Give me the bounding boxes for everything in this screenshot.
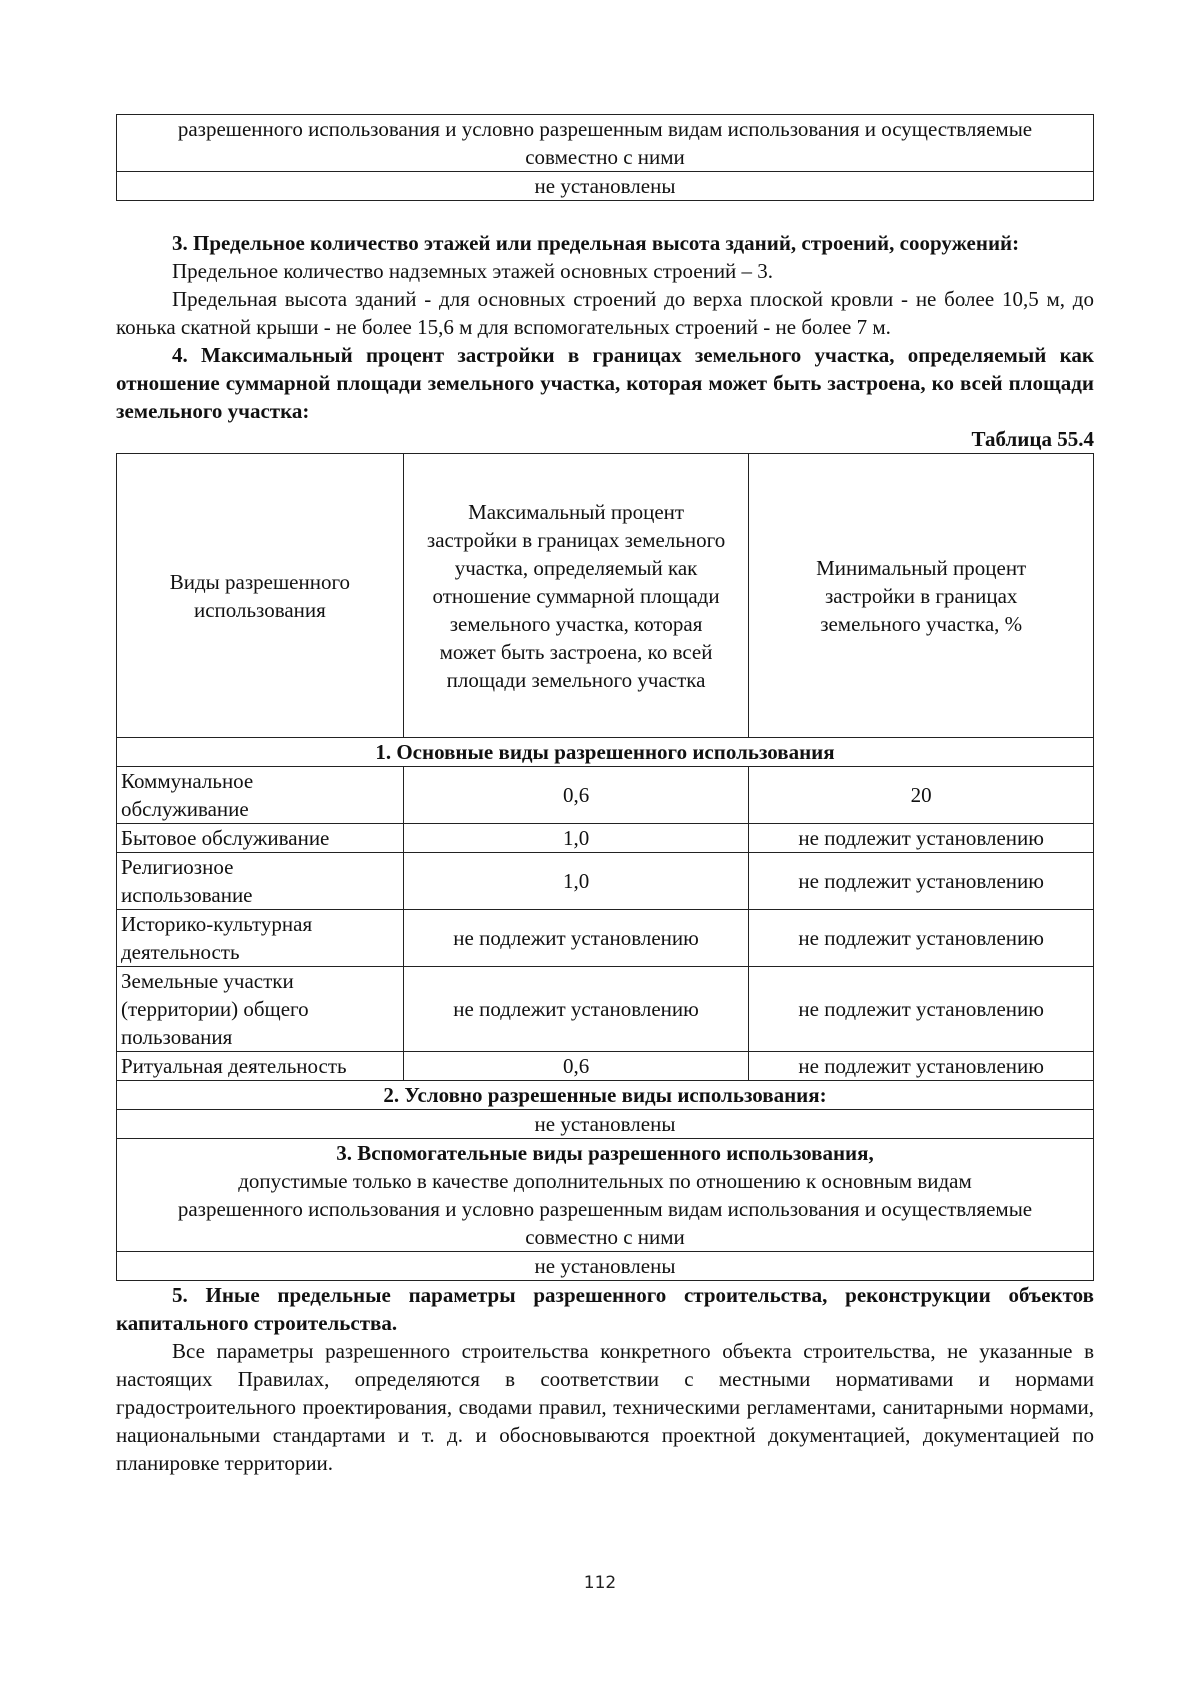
row-max-value: 0,6 bbox=[403, 767, 749, 824]
row-max-value: не подлежит установлению bbox=[403, 967, 749, 1052]
group3-title: 3. Вспомогательные виды разрешенного использования, bbox=[336, 1141, 874, 1165]
group3-text: допустимые только в качестве дополнительных по отношению к основным видам разрешенного использования и условно разрешенным видам использования и осуществляемые совместно с ними bbox=[177, 1169, 1033, 1249]
group2-value: не установлены bbox=[117, 1110, 1094, 1139]
table-row bbox=[117, 967, 1094, 1052]
header-cell-min-percent: Минимальный процент застройки в границах земельного участка, % bbox=[749, 454, 1094, 738]
row-min-value: не подлежит установлению bbox=[749, 853, 1094, 910]
row-min-value: 20 bbox=[749, 767, 1094, 824]
header-cell-types: Виды разрешенного использования bbox=[117, 454, 404, 738]
group2-title: 2. Условно разрешенные виды использования: bbox=[117, 1081, 1094, 1110]
table-row bbox=[117, 1052, 1094, 1081]
table-row bbox=[117, 1110, 1094, 1139]
row-type-name: Религиозное использование bbox=[117, 853, 404, 910]
row-min-value: не подлежит установлению bbox=[749, 1052, 1094, 1081]
row-max-value: 0,6 bbox=[403, 1052, 749, 1081]
section5-heading: 5. Иные предельные параметры разрешенного строительства, реконструкции объектов капитального строительства. bbox=[116, 1283, 1094, 1335]
table-header-row bbox=[117, 454, 1094, 738]
row-min-value: не подлежит установлению bbox=[749, 910, 1094, 967]
row-type-name: Коммунальное обслуживание bbox=[117, 767, 404, 824]
header-cell-max-percent: Максимальный процент застройки в границах земельного участка, определяемый как отношение суммарной площади земельного участка, которая может быть застроена, ко всей площади земельного участка bbox=[403, 454, 749, 738]
section4-heading: 4. Максимальный процент застройки в границах земельного участка, определяемый как отношение суммарной площади земельного участка, которая может быть застроена, ко всей площади земельного участка: bbox=[116, 343, 1094, 423]
table-row bbox=[117, 853, 1094, 910]
table-cell: разрешенного использования и условно разрешенным видам использования и осуществляемые совместно с ними bbox=[117, 115, 1094, 172]
group-row bbox=[117, 738, 1094, 767]
document-page bbox=[116, 114, 1094, 1477]
row-type-name: Бытовое обслуживание bbox=[117, 824, 404, 853]
row-max-value: не подлежит установлению bbox=[403, 910, 749, 967]
table-row bbox=[117, 1252, 1094, 1281]
section3-heading: 3. Предельное количество этажей или предельная высота зданий, строений, сооружений: bbox=[172, 231, 1020, 255]
top-table bbox=[116, 114, 1094, 201]
row-max-value: 1,0 bbox=[403, 824, 749, 853]
main-table bbox=[116, 453, 1094, 1281]
group3-value: не установлены bbox=[117, 1252, 1094, 1281]
page-number: 112 bbox=[583, 1573, 617, 1593]
group1-title: 1. Основные виды разрешенного использования bbox=[117, 738, 1094, 767]
row-min-value: не подлежит установлению bbox=[749, 967, 1094, 1052]
row-type-name: Земельные участки (территории) общего пользования bbox=[117, 967, 404, 1052]
section3-paragraph-1: Предельное количество надземных этажей основных строений – 3. bbox=[172, 259, 774, 283]
section3-paragraph-2: Предельная высота зданий - для основных строений до верха плоской кровли - не более 10,5 м, до конька скатной крыши - не более 15,6 м для вспомогательных строений - не более 7 м. bbox=[116, 287, 1094, 339]
row-type-name: Ритуальная деятельность bbox=[117, 1052, 404, 1081]
group3-cell bbox=[117, 1139, 1094, 1252]
group-row bbox=[117, 1081, 1094, 1110]
table-cell: не установлены bbox=[117, 172, 1094, 201]
table-caption: Таблица 55.4 bbox=[971, 427, 1094, 451]
group-row bbox=[117, 1139, 1094, 1252]
row-type-name: Историко-культурная деятельность bbox=[117, 910, 404, 967]
table-row bbox=[117, 910, 1094, 967]
section5-paragraph-1: Все параметры разрешенного строительства конкретного объекта строительства, не указанные в настоящих Правилах, определяются в соответствии с местными нормативами и нормами градостроительного проектирования, сводами правил, техническими регламентами, санитарными нормами, национальными стандартами и т. д. и обосновываются проектной документацией, документацией по планировке территории. bbox=[116, 1339, 1094, 1475]
table-row bbox=[117, 767, 1094, 824]
table-row bbox=[117, 115, 1094, 172]
row-min-value: не подлежит установлению bbox=[749, 824, 1094, 853]
row-max-value: 1,0 bbox=[403, 853, 749, 910]
table-row bbox=[117, 172, 1094, 201]
table-row bbox=[117, 824, 1094, 853]
